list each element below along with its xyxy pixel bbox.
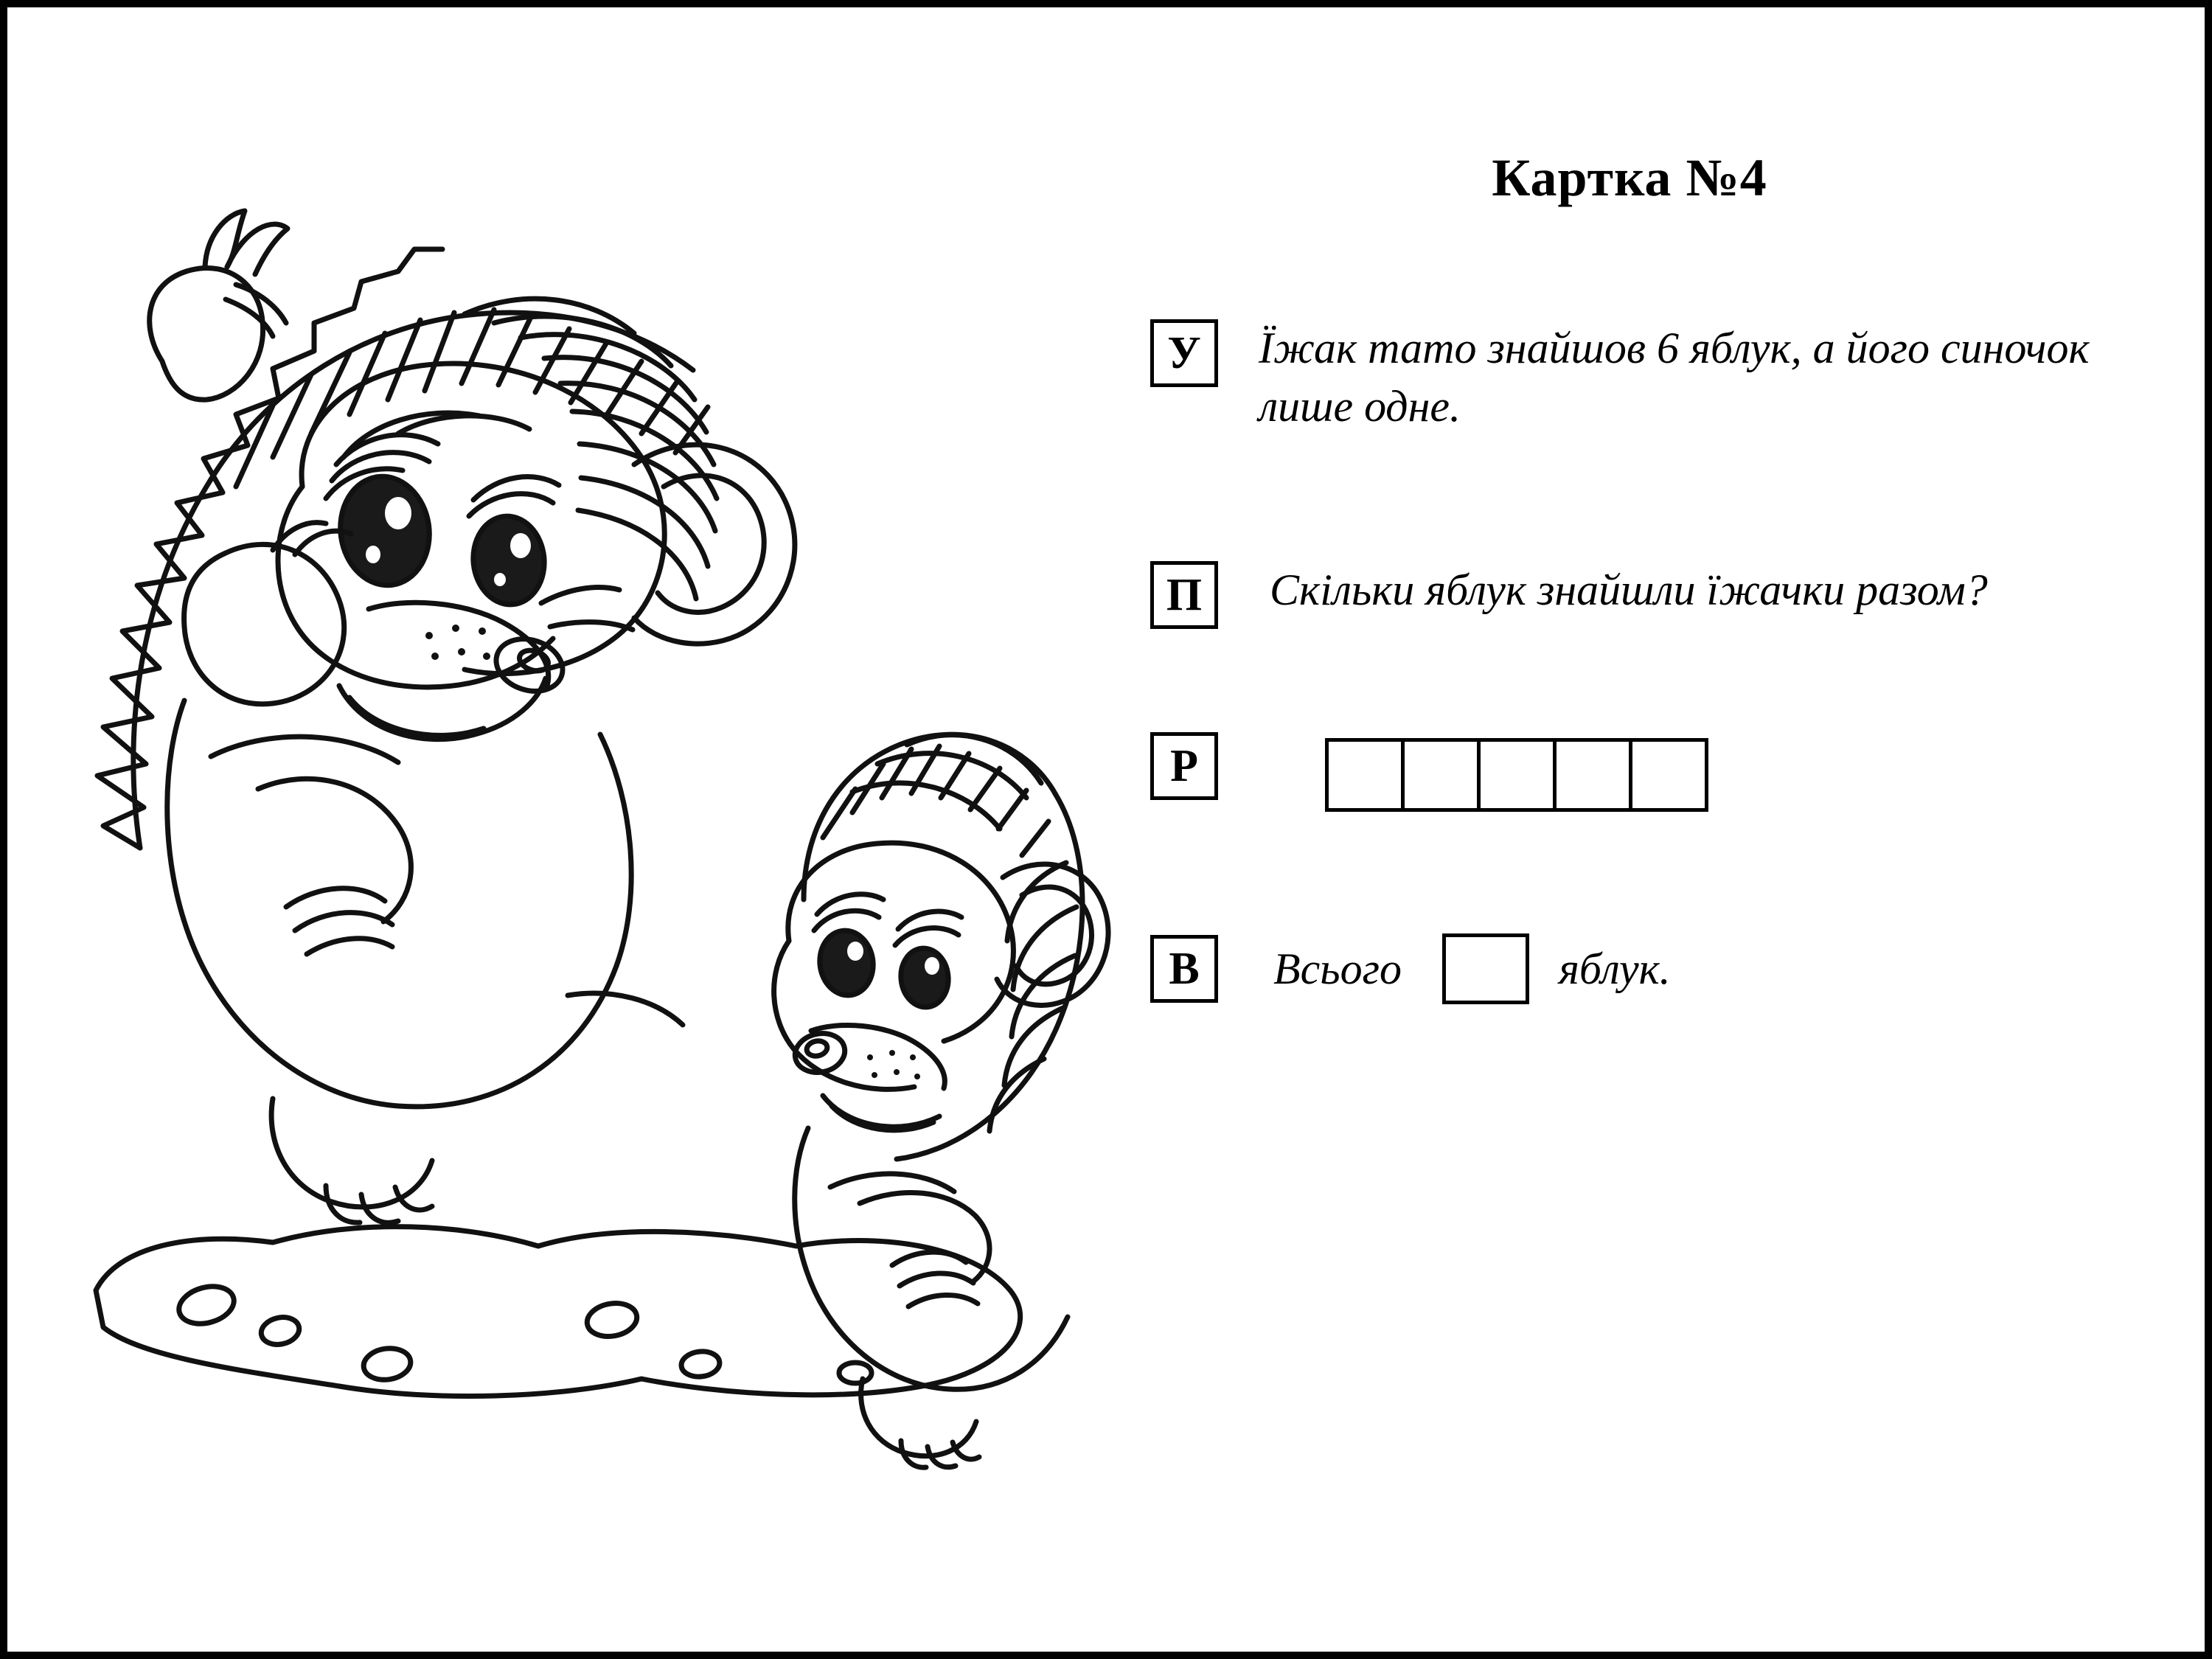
solution-cell-3[interactable] bbox=[1477, 738, 1557, 812]
answer-sentence bbox=[1273, 933, 1671, 1004]
solution-cell-4[interactable] bbox=[1553, 738, 1632, 812]
solution-cell-1[interactable] bbox=[1325, 738, 1405, 812]
page-title: Картка №4 bbox=[1492, 148, 1767, 207]
answer-prefix: Всього bbox=[1273, 944, 1402, 993]
row-letter-u: У bbox=[1150, 319, 1218, 387]
task-row-solution bbox=[1135, 732, 2168, 812]
row-letter-v: В bbox=[1150, 935, 1218, 1003]
task-row-question bbox=[1135, 561, 2168, 629]
task-row-condition bbox=[1135, 319, 2168, 436]
answer-input-box[interactable] bbox=[1442, 933, 1529, 1004]
worksheet-content bbox=[1135, 147, 2168, 1548]
task-row-answer bbox=[1135, 933, 2168, 1004]
question-text: Скільки яблук знайшли їжачки разом? bbox=[1270, 566, 1988, 615]
solution-cell-2[interactable] bbox=[1401, 738, 1481, 812]
solution-cell-5[interactable] bbox=[1629, 738, 1708, 812]
hedgehogs-illustration bbox=[52, 140, 1158, 1541]
answer-suffix: яблук. bbox=[1559, 944, 1671, 993]
condition-text: Їжак тато знайшов 6 яблук, а його синочок лише одне. bbox=[1259, 324, 2090, 431]
solution-boxes bbox=[1325, 738, 1708, 812]
row-letter-r: Р bbox=[1150, 732, 1218, 800]
row-letter-p: П bbox=[1150, 561, 1218, 629]
